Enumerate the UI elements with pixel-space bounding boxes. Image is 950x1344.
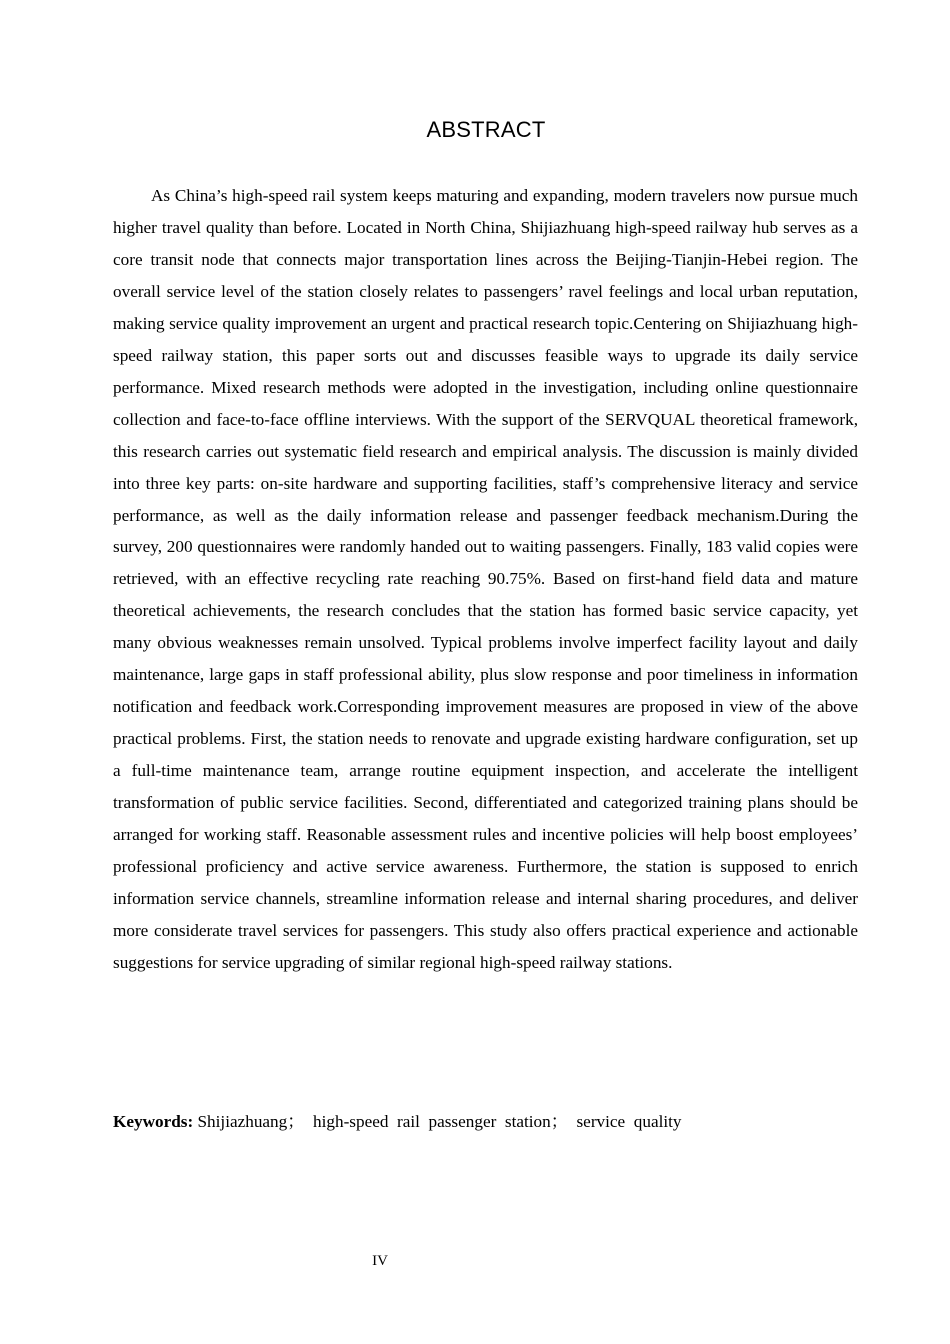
abstract-body: As China’s high-speed rail system keeps maturing and expanding, modern travelers now pursue much higher travel quality than before. Located in North China, Shijiazhuang high-speed railway hub serves as a core transit node that connects major transportation lines across the Beijing-Tianjin-Hebei region. The overall service level of the station closely relates to passengers’ ravel feelings and local urban reputation, making service quality improvement an urgent and practical research topic.Centering on Shijiazhuang high-speed railway station, this paper sorts out and discusses feasible ways to upgrade its daily service performance. Mixed research methods were adopted in the investigation, including online questionnaire collection and face-to-face offline interviews. With the support of the SERVQUAL theoretical framework, this research carries out systematic field research and empirical analysis. The discussion is mainly divided into three key parts: on-site hardware and supporting facilities, staff’s comprehensive literacy and service performance, as well as the daily information release and passenger feedback mechanism.During the survey, 200 questionnaires were randomly handed out to waiting passengers. Finally, 183 valid copies were retrieved, with an effective recycling rate reaching 90.75%. Based on first-hand field data and mature theoretical achievements, the research concludes that the station has formed basic service capacity, yet many obvious weaknesses remain unsolved. Typical problems involve imperfect facility layout and daily maintenance, large gaps in staff professional ability, plus slow response and poor timeliness in information notification and feedback work.Corresponding improvement measures are proposed in view of the above practical problems. First, the station needs to renovate and upgrade existing hardware configuration, set up a full-time maintenance team, arrange routine equipment inspection, and accelerate the intelligent transformation of public service facilities. Second, differentiated and categorized training plans should be arranged for working staff. Reasonable assessment rules and incentive policies will help boost employees’ professional proficiency and active service awareness. Furthermore, the station is supposed to enrich information service channels, streamline information release and internal sharing procedures, and deliver more considerate travel services for passengers. This study also offers practical experience and actionable suggestions for service upgrading of similar regional high-speed railway stations. bbox=[113, 186, 858, 972]
keywords-line bbox=[113, 1106, 858, 1138]
page-number: IV bbox=[372, 1253, 388, 1269]
keywords-label: Keywords: bbox=[113, 1112, 194, 1131]
abstract-title: ABSTRACT bbox=[426, 117, 546, 142]
keywords-text: Shijiazhuang； high-speed rail passenger station； service quality bbox=[193, 1112, 682, 1131]
